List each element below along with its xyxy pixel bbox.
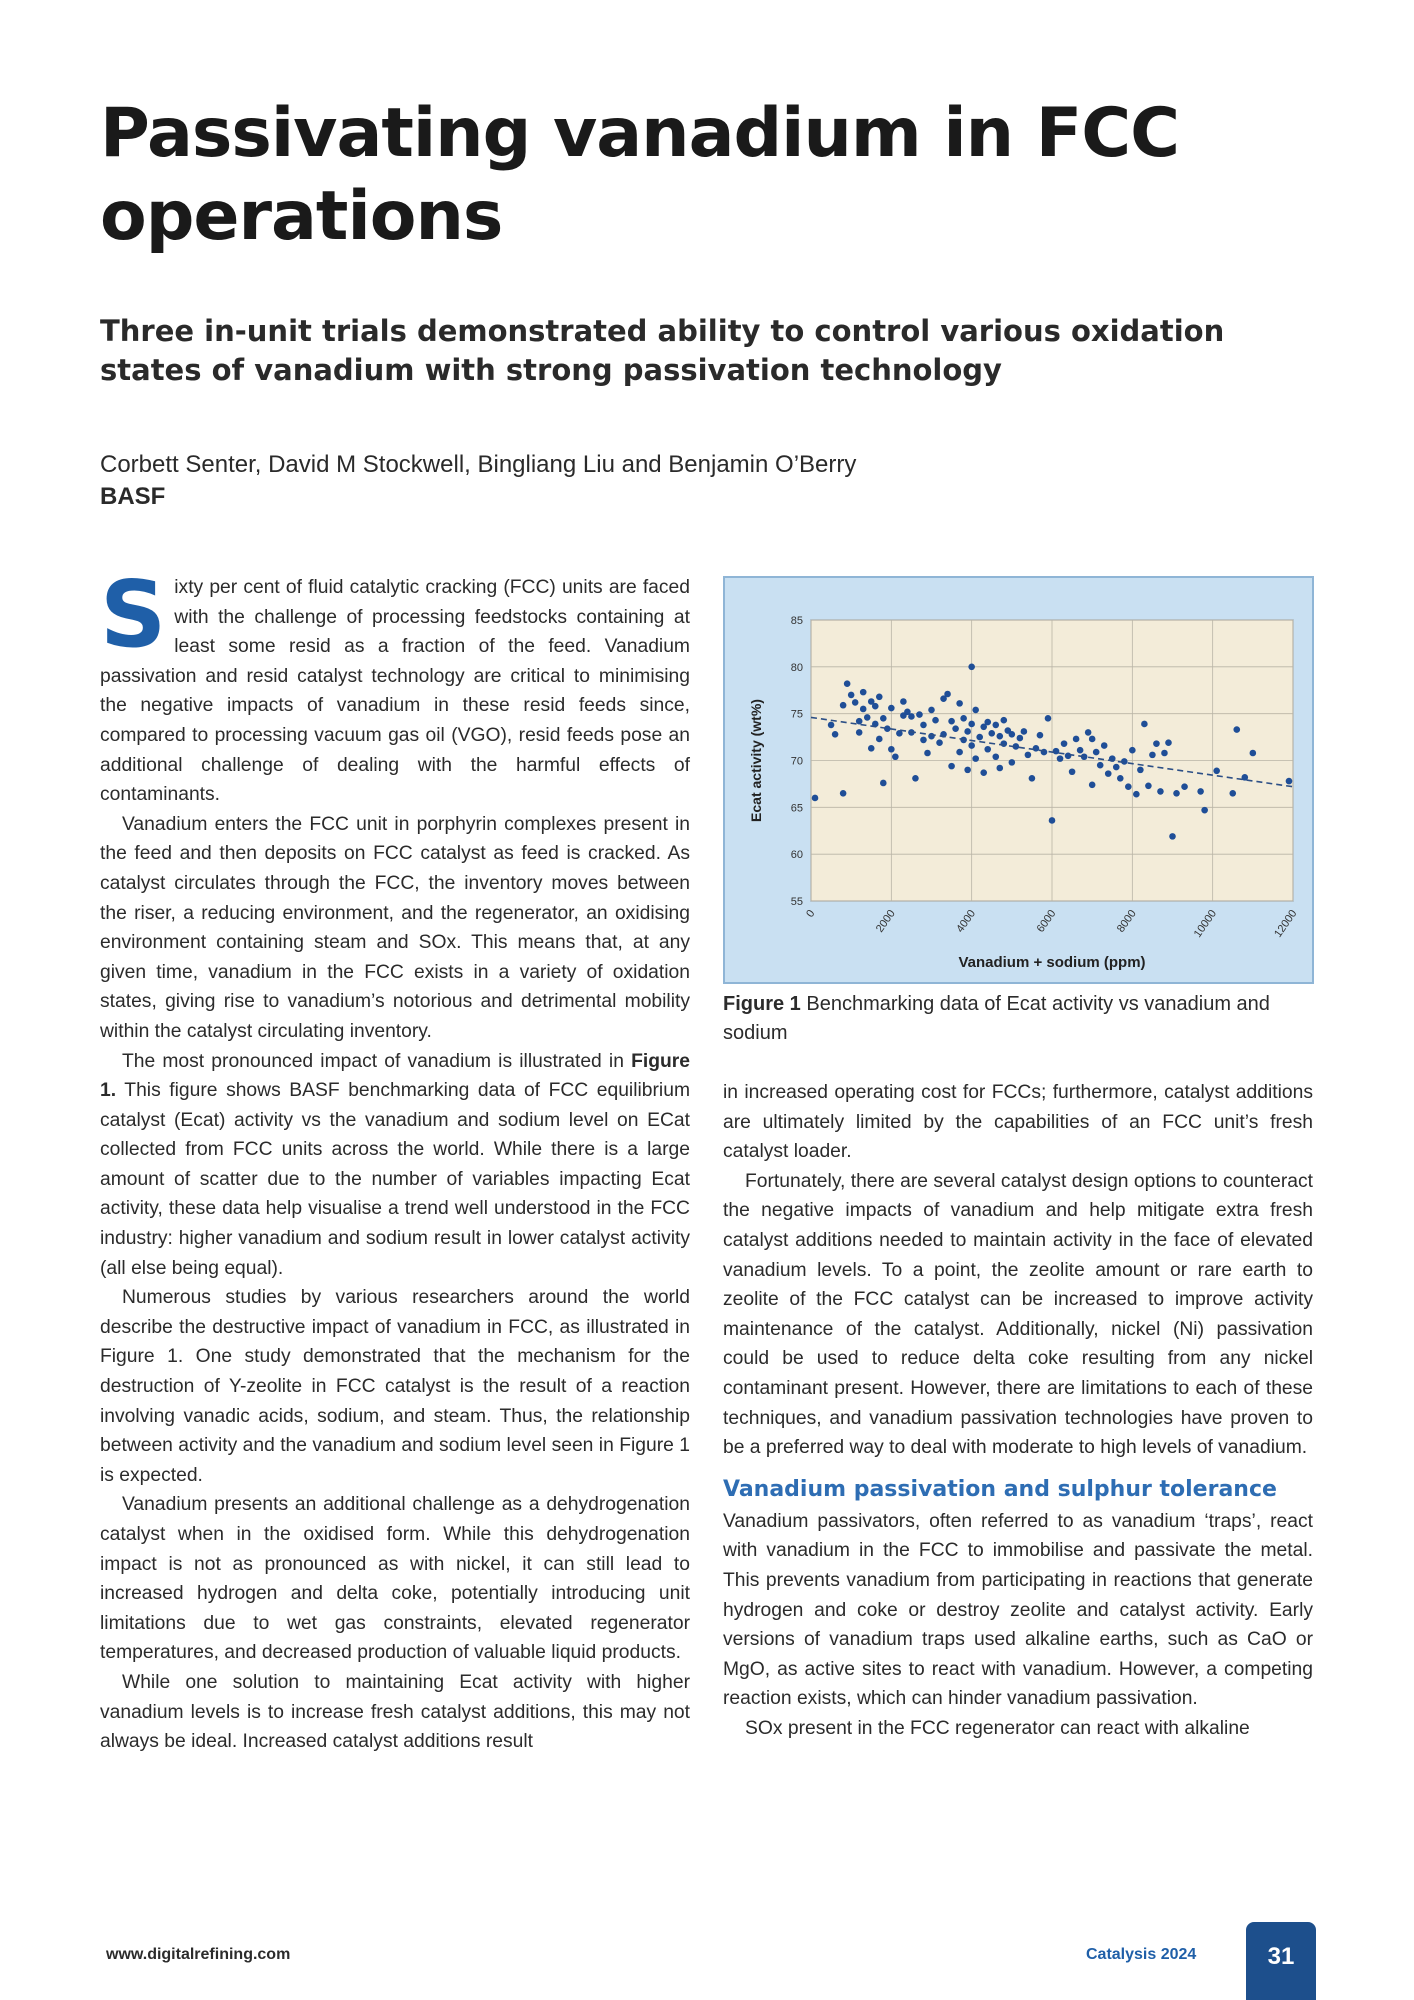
paragraph-3-text-a: The most pronounced impact of vanadium is illustrated in xyxy=(122,1050,632,1072)
data-point xyxy=(932,717,939,724)
data-point xyxy=(828,722,835,729)
data-point xyxy=(876,736,883,743)
data-point xyxy=(1181,783,1188,790)
data-point xyxy=(840,790,847,797)
data-point xyxy=(1201,807,1208,814)
data-point xyxy=(1017,735,1024,742)
data-point xyxy=(1250,750,1257,757)
data-point xyxy=(852,699,859,706)
figure-caption-text: Benchmarking data of Ecat activity vs vanadium and sodium xyxy=(723,993,1270,1044)
paragraph-r1: in increased operating cost for FCCs; furthermore, catalyst additions are ultimately limited by the capabilities of an FCC unit’s fresh catalyst loader. xyxy=(723,1082,1313,1163)
data-point xyxy=(984,746,991,753)
drop-cap: S xyxy=(100,561,167,668)
data-point xyxy=(1233,726,1240,733)
paragraph-4: Numerous studies by various researchers around the world describe the destructive impact of vanadium in FCC, as illustrated in Figure 1. One study demonstrated that the mechanism for the destruction of Y-zeolite in FCC catalyst is the result of a reaction involving vanadic acids, sodium, and steam. Thus, the relationship between activity and the vanadium and sodium level seen in Figure 1 is expected. xyxy=(100,1287,690,1486)
y-tick-label: 55 xyxy=(790,896,803,908)
data-point xyxy=(1061,740,1068,747)
data-point xyxy=(1173,790,1180,797)
data-point xyxy=(972,755,979,762)
x-tick-label: 8000 xyxy=(1114,907,1139,935)
body-column-left xyxy=(100,561,690,1757)
data-point xyxy=(956,749,963,756)
figure-reference: Figure 1. xyxy=(100,1050,690,1102)
page-number: 31 xyxy=(1246,1922,1316,2000)
data-point xyxy=(1165,739,1172,746)
paragraph-3-text-b: This figure shows BASF benchmarking data of FCC equilibrium catalyst (Ecat) activity vs the vanadium and sodium level on ECat collected from FCC units across the world. While there is a large amount of scatter due to the number of variables impacting Ecat activity, these data help visualise a trend well understood in the FCC industry: higher vanadium and sodium result in lower catalyst activity (all else being equal). xyxy=(100,1080,690,1279)
data-point xyxy=(1089,736,1096,743)
article-affiliation: BASF xyxy=(100,483,166,510)
data-point xyxy=(968,742,975,749)
data-point xyxy=(976,734,983,741)
data-point xyxy=(832,731,839,738)
data-point xyxy=(992,753,999,760)
data-point xyxy=(900,698,907,705)
data-point xyxy=(1157,788,1164,795)
data-point xyxy=(888,746,895,753)
data-point xyxy=(964,728,971,735)
footer-url[interactable]: www.digitalrefining.com xyxy=(106,1946,291,1963)
data-point xyxy=(968,721,975,728)
data-point xyxy=(880,780,887,787)
y-tick-label: 80 xyxy=(790,661,803,674)
data-point xyxy=(1089,782,1096,789)
data-point xyxy=(1065,753,1072,760)
data-point xyxy=(864,714,871,721)
data-point xyxy=(1025,752,1032,759)
data-point xyxy=(1009,759,1016,766)
data-point xyxy=(1021,728,1028,735)
y-tick-label: 85 xyxy=(790,615,803,627)
paragraph-3 xyxy=(100,1047,690,1284)
paragraph-r3: Vanadium passivators, often referred to as vanadium ‘traps’, react with vanadium in the FCC to immobilise and passivate the metal. This prevents vanadium from participating in reactions that generate hydrogen and coke or destroy zeolite and catalyst activity. Early versions of vanadium traps used alkaline earths, such as CaO or MgO, as active sites to react with vanadium. However, a competing reaction exists, which can hinder vanadium passivation. xyxy=(723,1510,1313,1710)
data-point xyxy=(1137,767,1144,774)
data-point xyxy=(952,725,959,732)
data-point xyxy=(1133,791,1140,798)
data-point xyxy=(1153,740,1160,747)
data-point xyxy=(1125,783,1132,790)
data-point xyxy=(1053,748,1060,755)
data-point xyxy=(1117,775,1124,782)
data-point xyxy=(1129,747,1136,754)
data-point xyxy=(1069,768,1076,775)
data-point xyxy=(992,722,999,729)
x-tick-label: 2000 xyxy=(873,907,898,935)
data-point xyxy=(848,692,855,699)
data-point xyxy=(1009,731,1016,738)
data-point xyxy=(984,719,991,726)
article-authors: Corbett Senter, David M Stockwell, Bingliang Liu and Benjamin O’Berry xyxy=(100,451,857,478)
data-point xyxy=(840,702,847,709)
data-point xyxy=(1045,715,1052,722)
data-point xyxy=(1029,775,1036,782)
x-tick-label: 12000 xyxy=(1272,907,1300,940)
data-point xyxy=(960,715,967,722)
data-point xyxy=(948,718,955,725)
section-heading: Vanadium passivation and sulphur tolerance xyxy=(723,1476,1277,1502)
figure-1-caption xyxy=(723,990,1314,1048)
data-point xyxy=(872,703,879,710)
x-tick-label: 4000 xyxy=(954,907,979,935)
data-point xyxy=(912,775,919,782)
data-point xyxy=(1001,740,1008,747)
article-subtitle: Three in-unit trials demonstrated ability to control various oxidation states of vanadium with strong passivation technology xyxy=(100,314,1225,387)
data-point xyxy=(980,769,987,776)
data-point xyxy=(920,737,927,744)
data-point xyxy=(1101,742,1108,749)
data-point xyxy=(920,722,927,729)
body-column-right xyxy=(723,1078,1313,1743)
article-title-line2: operations xyxy=(100,177,503,256)
y-tick-label: 60 xyxy=(790,849,803,862)
data-point xyxy=(1197,788,1204,795)
data-point xyxy=(948,763,955,770)
data-point xyxy=(928,733,935,740)
y-axis-label: Ecat activity (wt%) xyxy=(748,699,764,822)
paragraph-2: Vanadium enters the FCC unit in porphyrin complexes present in the feed and then deposits on FCC catalyst as feed is cracked. As catalyst circulates through the FCC, the inventory moves between the riser, a reducing environment, and the regenerator, an oxidising environment containing steam and SOx. This means that, at any given time, vanadium in the FCC exists in a variety of oxidation states, giving rise to vanadium’s notorious and detrimental mobility within the catalyst circulating inventory. xyxy=(100,813,690,1042)
data-point xyxy=(1001,717,1008,724)
data-point xyxy=(988,730,995,737)
data-point xyxy=(1213,768,1220,775)
data-point xyxy=(996,733,1003,740)
data-point xyxy=(860,706,867,713)
data-point xyxy=(1169,833,1176,840)
figure-caption-label: Figure 1 xyxy=(723,993,801,1015)
data-point xyxy=(936,739,943,746)
data-point xyxy=(924,750,931,757)
data-point xyxy=(876,694,883,701)
paragraph-1 xyxy=(100,561,690,810)
data-point xyxy=(844,680,851,687)
data-point xyxy=(968,664,975,671)
data-point xyxy=(908,713,915,720)
data-point xyxy=(1093,749,1100,756)
y-tick-label: 70 xyxy=(790,755,803,768)
data-point xyxy=(1229,790,1236,797)
data-point xyxy=(996,765,1003,772)
data-point xyxy=(1161,750,1168,757)
data-point xyxy=(1049,817,1056,824)
data-point xyxy=(1141,721,1148,728)
data-point xyxy=(880,715,887,722)
data-point xyxy=(812,795,819,802)
data-point xyxy=(1085,729,1092,736)
x-tick-label: 0 xyxy=(804,907,818,920)
data-point xyxy=(1057,755,1064,762)
scatter-chart xyxy=(725,578,1312,982)
data-point xyxy=(1033,745,1040,752)
x-tick-label: 10000 xyxy=(1191,907,1220,940)
data-point xyxy=(856,729,863,736)
data-point xyxy=(868,745,875,752)
data-point xyxy=(928,707,935,714)
article-title xyxy=(100,92,1250,258)
data-point xyxy=(1037,732,1044,739)
data-point xyxy=(1286,778,1293,785)
data-point xyxy=(1113,764,1120,771)
data-point xyxy=(1145,782,1152,789)
data-point xyxy=(1149,752,1156,759)
data-point xyxy=(1105,770,1112,777)
y-tick-label: 65 xyxy=(790,802,803,815)
data-point xyxy=(892,753,899,760)
data-point xyxy=(944,691,951,698)
y-tick-label: 75 xyxy=(790,708,803,721)
paragraph-1-text: ixty per cent of fluid catalytic cracking (FCC) units are faced with the challenge of processing feedstocks containing at least some resid as a fraction of the feed. Vanadium passivation and resid catalyst technology are critical to minimising the negative impacts of vanadium in these resid feeds since, compared to processing vacuum gas oil (VGO), resid feeds pose an additional challenge of dealing with the harmful effects of contaminants. xyxy=(100,577,690,806)
data-point xyxy=(1073,736,1080,743)
data-point xyxy=(956,700,963,707)
x-axis-label: Vanadium + sodium (ppm) xyxy=(958,954,1146,971)
data-point xyxy=(888,705,895,712)
paragraph-5: Vanadium presents an additional challenge as a dehydrogenation catalyst when in the oxidised form. While this dehydrogenation impact is not as pronounced as with nickel, it can still lead to increased hydrogen and delta coke, potentially introducing unit limitations due to wet gas constraints, elevated regenerator temperatures, and decreased production of valuable liquid products. xyxy=(100,1494,690,1664)
data-point xyxy=(1041,749,1048,756)
footer-publication: Catalysis 2024 xyxy=(1086,1946,1197,1963)
data-point xyxy=(972,707,979,714)
paragraph-r4: SOx present in the FCC regenerator can react with alkaline xyxy=(745,1717,1250,1739)
x-tick-label: 6000 xyxy=(1034,907,1059,935)
figure-1-box xyxy=(723,576,1314,984)
data-point xyxy=(1097,762,1104,769)
data-point xyxy=(1077,747,1084,754)
data-point xyxy=(856,718,863,725)
data-point xyxy=(916,711,923,718)
data-point xyxy=(860,689,867,696)
paragraph-6: While one solution to maintaining Ecat activity with higher vanadium levels is to increase fresh catalyst additions, this may not always be ideal. Increased catalyst additions result xyxy=(100,1671,690,1753)
article-title-line1: Passivating vanadium in FCC xyxy=(100,94,1180,173)
paragraph-r2: Fortunately, there are several catalyst design options to counteract the negative impacts of vanadium and help mitigate extra fresh catalyst additions needed to maintain activity in the face of elevated vanadium levels. To a point, the zeolite amount or rare earth to zeolite of the FCC catalyst can be increased to improve activity maintenance of the catalyst. Additionally, nickel (Ni) passivation could be used to reduce delta coke resulting from any nickel contaminant present. However, there are limitations to each of these techniques, and vanadium passivation technologies have proven to be a preferred way to deal with moderate to high levels of vanadium. xyxy=(723,1170,1313,1459)
data-point xyxy=(964,767,971,774)
